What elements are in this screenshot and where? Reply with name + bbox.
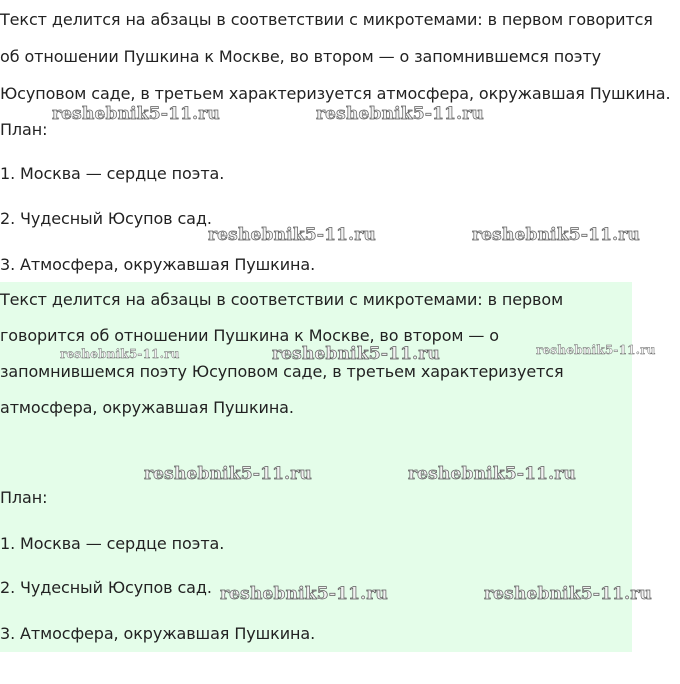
paragraph-line: запомнившемся поэту Юсуповом саде, в третьем характеризуется [0, 362, 564, 381]
watermark: reshebnik5-11.ru [220, 584, 388, 604]
watermark: reshebnik5-11.ru [408, 464, 576, 484]
paragraph-line: атмосфера, окружавшая Пушкина. [0, 398, 294, 417]
paragraph-line: Текст делится на абзацы в соответствии с микротемами: в первом [0, 290, 564, 309]
paragraph-line: Юсуповом саде, в третьем характеризуется атмосфера, окружавшая Пушкина. [0, 84, 671, 103]
plan-label: План: [0, 488, 48, 507]
plan-item: 3. Атмосфера, окружавшая Пушкина. [0, 624, 316, 643]
plan-item: 1. Москва — сердце поэта. [0, 534, 225, 553]
paragraph-line: говорится об отношении Пушкина к Москве, во втором — о [0, 326, 499, 345]
watermark: reshebnik5-11.ru [316, 104, 484, 124]
watermark: reshebnik5-11.ru [52, 104, 220, 124]
watermark: reshebnik5-11.ru [536, 343, 656, 357]
paragraph-line: Текст делится на абзацы в соответствии с микротемами: в первом говорится [0, 10, 653, 29]
plan-item: 1. Москва — сердце поэта. [0, 164, 225, 183]
watermark: reshebnik5-11.ru [144, 464, 312, 484]
plan-item: 2. Чудесный Юсупов сад. [0, 578, 212, 597]
watermark: reshebnik5-11.ru [208, 225, 376, 245]
paragraph-line: об отношении Пушкина к Москве, во втором — о запомнившемся поэту [0, 47, 602, 66]
watermark: reshebnik5-11.ru [472, 225, 640, 245]
watermark: reshebnik5-11.ru [60, 347, 180, 361]
plan-label: План: [0, 120, 48, 139]
watermark: reshebnik5-11.ru [272, 344, 440, 364]
plan-item: 2. Чудесный Юсупов сад. [0, 209, 212, 228]
watermark: reshebnik5-11.ru [484, 584, 652, 604]
plan-item: 3. Атмосфера, окружавшая Пушкина. [0, 255, 316, 274]
